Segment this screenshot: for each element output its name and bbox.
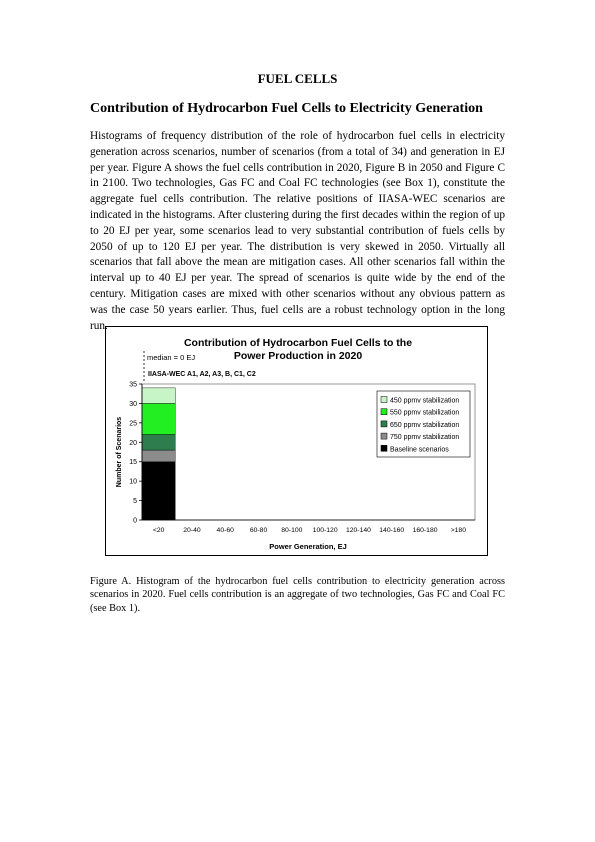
- legend-swatch: [381, 397, 387, 403]
- iiasa-annotation: IIASA-WEC A1, A2, A3, B, C1, C2: [148, 371, 256, 378]
- x-tick-label: 100-120: [312, 527, 338, 534]
- legend-label: 650 ppmv stabilization: [390, 421, 460, 429]
- y-tick-label: 10: [129, 478, 137, 486]
- x-tick-label: 80-100: [281, 527, 303, 534]
- y-tick-label: 15: [129, 459, 137, 467]
- section-title: Contribution of Hydrocarbon Fuel Cells to Electricity Generation: [90, 101, 483, 116]
- chart-title-line-1: Contribution of Hydrocarbon Fuel Cells to the: [183, 337, 413, 349]
- y-axis-title: Number of Scenarios: [116, 416, 123, 488]
- y-tick-label: 30: [129, 400, 137, 408]
- figure-frame: [105, 326, 488, 556]
- bar-segment: [142, 435, 175, 451]
- y-tick-label: 35: [129, 381, 137, 389]
- x-tick-label: <20: [152, 527, 165, 534]
- chart-title-line-2: Power Production in 2020: [233, 350, 363, 362]
- bar-segment: [142, 462, 175, 520]
- y-tick-label: 5: [133, 498, 137, 506]
- bar-segment: [142, 388, 175, 404]
- y-tick-label: 0: [133, 517, 137, 525]
- x-tick-label: 60-80: [249, 527, 268, 534]
- x-tick-label: 40-60: [216, 527, 234, 534]
- x-tick-label: 20-40: [183, 527, 201, 534]
- legend-label: 750 ppmv stabilization: [390, 434, 460, 442]
- page-title: FUEL CELLS: [257, 71, 338, 86]
- figure-caption: Figure A. Histogram of the hydrocarbon fuel cells contribution to electricity generation across scenarios in 2020. Fuel cells contribution is an aggregate of two technologies, Gas FC and Coal FC (see Box 1).: [90, 576, 505, 614]
- legend-label: 450 ppmv stabilization: [390, 397, 460, 405]
- x-axis-title: Power Generation, EJ: [269, 542, 347, 551]
- legend-swatch: [381, 409, 387, 415]
- legend-swatch: [381, 433, 387, 439]
- legend-swatch: [381, 421, 387, 427]
- x-tick-label: 140-160: [379, 527, 405, 534]
- y-tick-label: 25: [129, 420, 137, 428]
- x-tick-label: 120-140: [345, 527, 371, 534]
- bar-segment: [142, 450, 175, 462]
- legend-label: 550 ppmv stabilization: [390, 409, 460, 417]
- body-paragraph: Histograms of frequency distribution of the role of hydrocarbon fuel cells in electricity generation across scenarios, number of scenarios (from a total of 34) and generation in EJ per year. Figure A shows the fuel cells contribution in 2020, Figure B in 2050 and Figure C in 2100. Two technologies, Gas FC and Coal FC technologies (see Box 1), constitute the aggregate fuel cells contribution. The relative positions of IIASA-WEC scenarios are indicated in the histograms. After clustering during the first decades within the region of up to 20 EJ per year, some scenarios lead to very substantial contribution of fuels cells by 2050 of up to 120 EJ per year. The distribution is very skewed in 2050. Virtually all scenarios that fall above the mean are mitigation cases. All other scenarios fall within the interval up to 40 EJ per year. The spread of scenarios is quite wide by the end of the century. Mitigation cases are mixed with other scenarios without any obvious pattern as was the case 50 years earlier. Thus, fuel cells are a robust technology option in the long run.: [90, 130, 505, 332]
- y-tick-label: 20: [129, 439, 137, 447]
- bar-segment: [142, 403, 175, 434]
- x-tick-label: 160-180: [412, 527, 438, 534]
- histogram-chart: [106, 327, 487, 555]
- median-annotation: median = 0 EJ: [147, 353, 196, 362]
- legend-label: Baseline scenarios: [390, 446, 449, 454]
- legend-swatch: [381, 445, 387, 451]
- x-tick-label: >180: [450, 527, 467, 534]
